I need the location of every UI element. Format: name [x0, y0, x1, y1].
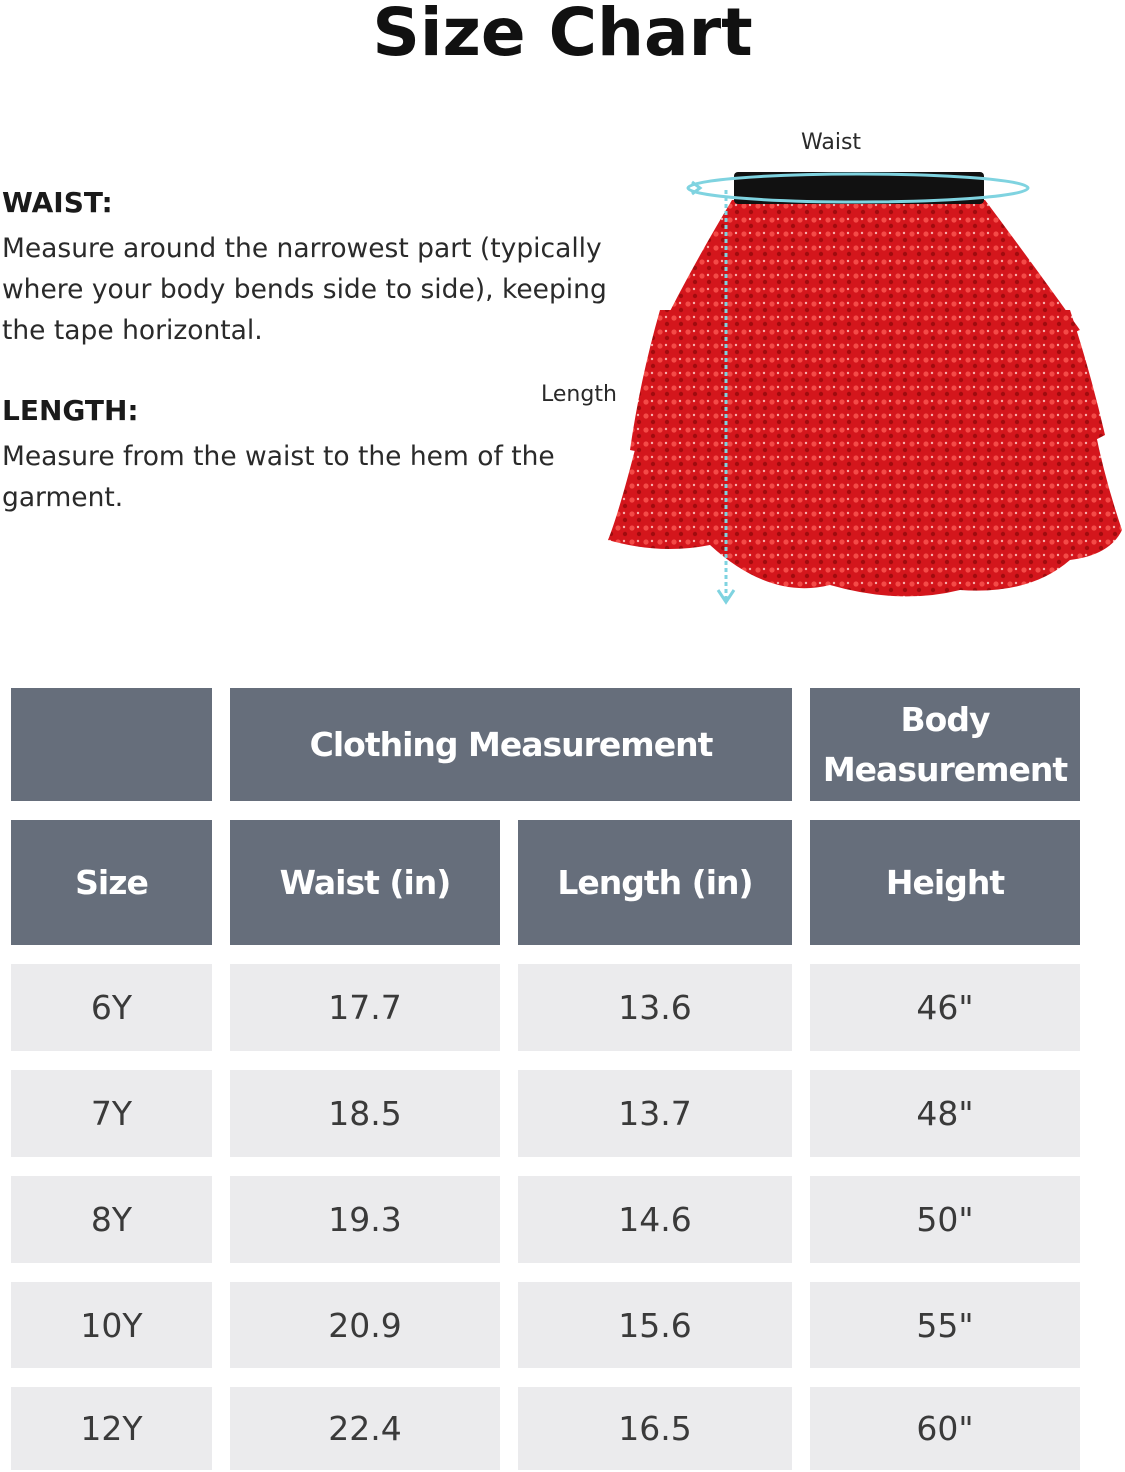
- table-cell-height: 60": [810, 1387, 1080, 1470]
- table-cell-size: 10Y: [11, 1282, 212, 1368]
- table-header-body: Body Measurement: [810, 688, 1080, 801]
- table-cell-height: 50": [810, 1176, 1080, 1263]
- table-cell-length: 13.6: [518, 964, 792, 1051]
- length-instruction-line: garment.: [2, 482, 124, 513]
- table-cell-waist: 18.5: [230, 1070, 500, 1157]
- table-column-waist: Waist (in): [230, 820, 500, 945]
- table-cell-height: 55": [810, 1282, 1080, 1368]
- length-heading: LENGTH:: [2, 394, 139, 427]
- table-cell-length: 16.5: [518, 1387, 792, 1470]
- table-cell-size: 8Y: [11, 1176, 212, 1263]
- table-cell-size: 12Y: [11, 1387, 212, 1470]
- table-cell-size: 6Y: [11, 964, 212, 1051]
- page-title: Size Chart: [372, 0, 753, 71]
- table-cell-waist: 19.3: [230, 1176, 500, 1263]
- waist-instruction-line: where your body bends side to side), keeping: [2, 274, 607, 305]
- waist-instruction-line: Measure around the narrowest part (typically: [2, 233, 602, 264]
- table-column-height: Height: [810, 820, 1080, 945]
- table-cell-height: 46": [810, 964, 1080, 1051]
- skirt-tier-top: [658, 200, 1080, 351]
- table-cell-length: 13.7: [518, 1070, 792, 1157]
- table-cell-height: 48": [810, 1070, 1080, 1157]
- waist-heading: WAIST:: [2, 186, 113, 219]
- table-cell-waist: 17.7: [230, 964, 500, 1051]
- table-header-blank: [11, 688, 212, 801]
- table-cell-size: 7Y: [11, 1070, 212, 1157]
- table-column-length: Length (in): [518, 820, 792, 945]
- table-cell-length: 15.6: [518, 1282, 792, 1368]
- length-label: Length: [541, 382, 617, 407]
- waist-label: Waist: [801, 130, 862, 155]
- length-instruction-line: Measure from the waist to the hem of the: [2, 441, 555, 472]
- waist-instructions: [2, 228, 607, 351]
- length-instructions: [2, 436, 555, 518]
- waist-instruction-line: the tape horizontal.: [2, 315, 263, 346]
- table-cell-length: 14.6: [518, 1176, 792, 1263]
- table-cell-waist: 20.9: [230, 1282, 500, 1368]
- table-header-clothing: Clothing Measurement: [230, 688, 792, 801]
- table-column-size: Size: [11, 820, 212, 945]
- skirt-illustration: [600, 160, 1125, 610]
- table-cell-waist: 22.4: [230, 1387, 500, 1470]
